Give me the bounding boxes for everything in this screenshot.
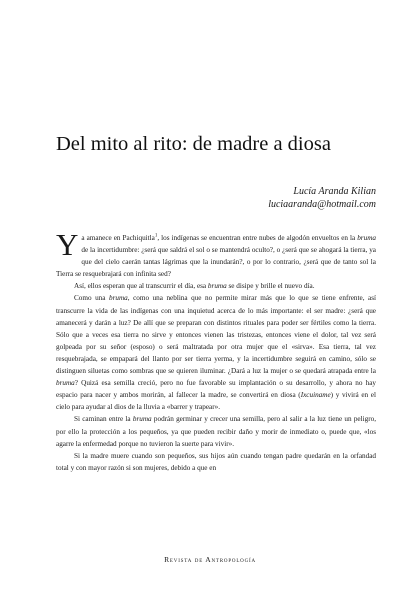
- emphasis: bruma: [357, 234, 376, 242]
- paragraph-2: [56, 280, 376, 292]
- footnote-ref[interactable]: 1: [154, 233, 158, 239]
- paragraph-text: Así, ellos esperan que al transcurrir el día, esa: [74, 282, 208, 291]
- drop-cap: Y: [56, 227, 79, 262]
- paragraph-text: Como una: [74, 294, 109, 303]
- emphasis: bruma: [132, 415, 152, 424]
- author-email[interactable]: luciaaranda@hotmail.com: [268, 199, 376, 210]
- paragraph-3: [56, 292, 376, 413]
- paragraph-text: se disipe y brille el nuevo día.: [226, 282, 315, 291]
- paragraph-text: ? Quizá esa semilla creció, pero no fue favorable su implantación o su desarrollo, y ahora no hay espacio para nacer y ambos morirán, al fallecer la madre, se convertirá en diosa (: [56, 379, 376, 400]
- paragraph-1: [56, 227, 376, 280]
- journal-footer: Revista de Antropología: [164, 555, 256, 564]
- author-block: [268, 185, 376, 211]
- paragraph-text: , como una neblina que no permite mirar más que lo que se tiene enfrente, así transcurre la vida de las indígenas con una inquietud acerca de lo más importante: el ser madre: ¿será que amanecerá y darán a luz? De allí que se preparan con distintos rituales para poder ser fértiles como la tierra. Sólo que a veces esa tierra no sirve y entonces vienen las tristezas, entonces viene el dolor, tal vez será golpeada por su señor (esposo) o será maltratada por otra mujer que el «sirva». Esa tierra, tal vez resquebrajada, se empapará del llanto por ser tierra yerma, y la incertidumbre seguirá en camino, sólo se distinguen siluetas como sombras que se quieren iluminar. ¿Dará a luz la mujer o se quedará atrapada entre la: [56, 294, 376, 376]
- author-name: Lucía Aranda Kilian: [293, 186, 376, 197]
- emphasis: bruma: [108, 294, 128, 303]
- paragraph-text: Si caminan entre la: [74, 415, 133, 424]
- paragraph-text: a amanece en Pachiquitla: [81, 234, 155, 242]
- article-body: [56, 227, 376, 474]
- paragraph-4: [56, 413, 376, 449]
- paragraph-text: podrán germinar y crecer una semilla, pero al salir a la luz tiene un peligro, por ello la protección a los pequeños, ya que pueden recibir daño y morir de inmediato o, puede que, «los agarre la enfermedad porque no tuvieron la suerte para vivir».: [56, 415, 376, 448]
- emphasis: Ixcuiname: [300, 391, 331, 400]
- paragraph-text: de la incertidumbre: ¿será que saldrá el sol o se mantendrá oculto?, o ¿será que se ahogará la tierra, ya que del cielo caerán tantas lágrimas que la inundarán?, o por lo contrario, ¿será que de tanto sol la Tierra se resquebrajará con infinita sed?: [56, 246, 376, 279]
- emphasis: bruma: [207, 282, 227, 291]
- emphasis: bruma: [56, 379, 75, 388]
- article-title: Del mito al rito: de madre a diosa: [56, 133, 331, 155]
- paragraph-text: , los indígenas se encuentran entre nubes de algodón envueltos en la: [157, 234, 358, 242]
- paragraph-text: ) y vivirá en el cielo para ayudar al dios de la lluvia a «barrer y trapear».: [56, 391, 376, 412]
- paragraph-5: Si la madre muere cuando son pequeños, sus hijos aún cuando tengan padre quedarán en la orfandad total y con mayor razón si son mujeres, debido a que en: [56, 451, 376, 472]
